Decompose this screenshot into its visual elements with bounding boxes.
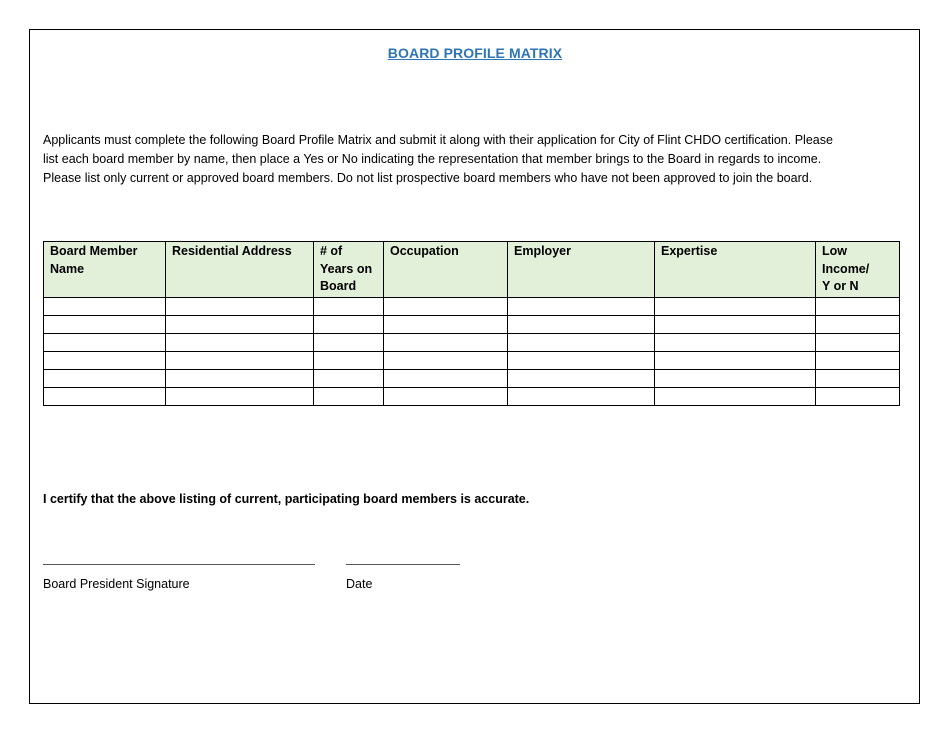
cell-occupation[interactable] [384,369,508,387]
cell-employer[interactable] [508,369,655,387]
cell-residential-address[interactable] [166,351,314,369]
column-header-low-income: Low Income/ Y or N [816,242,900,298]
cell-expertise[interactable] [655,387,816,405]
table-row [44,315,900,333]
cell-expertise[interactable] [655,297,816,315]
cell-occupation[interactable] [384,351,508,369]
cell-expertise[interactable] [655,351,816,369]
signature-label: Board President Signature [43,577,190,591]
cell-expertise[interactable] [655,333,816,351]
column-header-expertise: Expertise [655,242,816,298]
certification-statement: I certify that the above listing of current, participating board members is accurate. [43,492,530,506]
cell-residential-address[interactable] [166,333,314,351]
date-line[interactable] [346,564,460,565]
cell-low-income[interactable] [816,333,900,351]
cell-occupation[interactable] [384,297,508,315]
cell-low-income[interactable] [816,369,900,387]
instructions-paragraph [43,131,913,188]
column-header-board-member-name: Board Member Name [44,242,166,298]
cell-residential-address[interactable] [166,369,314,387]
table-row [44,297,900,315]
page-title: BOARD PROFILE MATRIX [387,45,563,61]
cell-residential-address[interactable] [166,387,314,405]
signature-line[interactable] [43,564,315,565]
cell-years-on-board[interactable] [314,369,384,387]
cell-years-on-board[interactable] [314,351,384,369]
board-profile-table [43,241,900,406]
table-header-row [44,242,900,298]
cell-employer[interactable] [508,297,655,315]
cell-low-income[interactable] [816,351,900,369]
table-row [44,369,900,387]
cell-employer[interactable] [508,351,655,369]
table-row [44,351,900,369]
cell-name[interactable] [44,315,166,333]
cell-employer[interactable] [508,387,655,405]
cell-name[interactable] [44,387,166,405]
cell-expertise[interactable] [655,369,816,387]
cell-residential-address[interactable] [166,315,314,333]
cell-years-on-board[interactable] [314,387,384,405]
cell-name[interactable] [44,297,166,315]
instructions-line-2: list each board member by name, then place a Yes or No indicating the representation that member brings to the Board in regards to income. [43,152,822,166]
cell-expertise[interactable] [655,315,816,333]
cell-low-income[interactable] [816,297,900,315]
cell-name[interactable] [44,351,166,369]
instructions-line-3: Please list only current or approved board members. Do not list prospective board members who have not been approved to join the board. [43,171,813,185]
cell-low-income[interactable] [816,315,900,333]
cell-name[interactable] [44,333,166,351]
cell-occupation[interactable] [384,333,508,351]
table-row [44,333,900,351]
cell-years-on-board[interactable] [314,333,384,351]
column-header-residential-address: Residential Address [166,242,314,298]
column-header-years-on-board: # of Years on Board [314,242,384,298]
cell-years-on-board[interactable] [314,315,384,333]
cell-occupation[interactable] [384,315,508,333]
instructions-line-1: Applicants must complete the following Board Profile Matrix and submit it along with their application for City of Flint CHDO certification. Please [43,133,833,147]
cell-years-on-board[interactable] [314,297,384,315]
column-header-employer: Employer [508,242,655,298]
table-body [44,297,900,405]
date-label: Date [346,577,373,591]
cell-employer[interactable] [508,315,655,333]
cell-residential-address[interactable] [166,297,314,315]
cell-name[interactable] [44,369,166,387]
cell-occupation[interactable] [384,387,508,405]
cell-employer[interactable] [508,333,655,351]
table-row [44,387,900,405]
column-header-occupation: Occupation [384,242,508,298]
cell-low-income[interactable] [816,387,900,405]
